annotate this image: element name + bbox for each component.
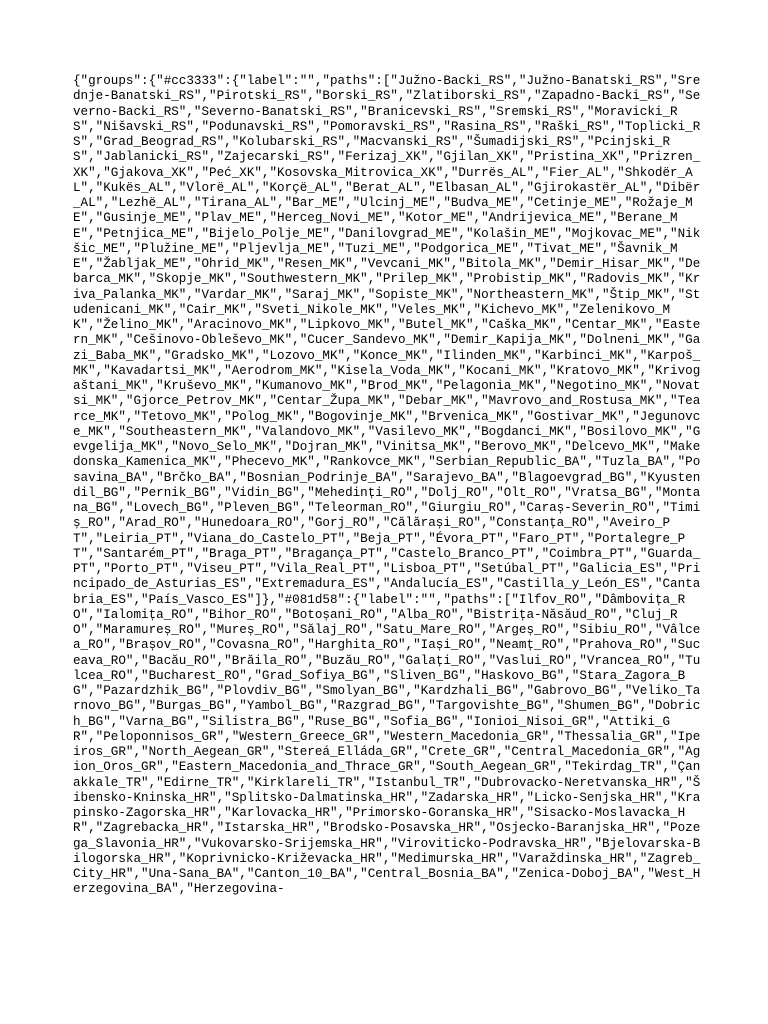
json-text-block: {"groups":{"#cc3333":{"label":"","paths":["Južno-Backi_RS","Južno-Banatski_RS","Srednje-Banatski_RS","Pirotski_RS","Borski_RS","Zlatiborski_RS","Zapadno-Backi_RS","Severno-Backi_RS","Severno-Banatski_RS","Branicevski_RS","Sremski_RS","Moravicki_RS","Nišavski_RS","Podunavski_RS","Pomoravski_RS","Rasina_RS","Raški_RS","Toplicki_RS","Grad_Beograd_RS","Kolubarski_RS","Macvanski_RS","Šumadijski_RS","Pcinjski_RS","Jablanicki_RS","Zajecarski_RS","Ferizaj_XK","Gjilan_XK","Pristina_XK","Prizren_XK","Gjakova_XK","Peć_XK","Kosovska_Mitrovica_XK","Durrës_AL","Fier_AL","Shkodër_AL","Kukës_AL","Vlorë_AL","Korçë_AL","Berat_AL","Elbasan_AL","Gjirokastër_AL","Dibër_AL","Lezhë_AL","Tirana_AL","Bar_ME","Ulcinj_ME","Budva_ME","Cetinje_ME","Rožaje_ME","Gusinje_ME","Plav_ME","Herceg_Novi_ME","Kotor_ME","Andrijevica_ME","Berane_ME","Petnjica_ME","Bijelo_Polje_ME","Danilovgrad_ME","Kolašin_ME","Mojkovac_ME","Nikšic_ME","Plužine_ME","Pljevlja_ME","Tuzi_ME","Podgorica_ME","Tivat_ME","Šavnik_ME","Žabljak_ME","Ohrid_MK","Resen_MK","Vevcani_MK","Bitola_MK","Demir_Hisar_MK","Debarca_MK","Skopje_MK","Southwestern_MK","Prilep_MK","Probistip_MK","Radovis_MK","Kriva_Palanka_MK","Vardar_MK","Saraj_MK","Sopiste_MK","Northeastern_MK","Štip_MK","Studenicani_MK","Cair_MK","Sveti_Nikole_MK","Veles_MK","Kichevo_MK","Zelenikovo_MK","Želino_MK","Aracinovo_MK","Lipkovo_MK","Butel_MK","Caška_MK","Centar_MK","Eastern_MK","Cešinovo-Obleševo_MK","Cucer_Sandevo_MK","Demir_Kapija_MK","Dolneni_MK","Gazi_Baba_MK","Gradsko_MK","Lozovo_MK","Konce_MK","Ilinden_MK","Karbinci_MK","Karpoš_MK","Kavadartsi_MK","Aerodrom_MK","Kisela_Voda_MK","Kocani_MK","Kratovo_MK","Krivogaštani_MK","Kruševo_MK","Kumanovo_MK","Brod_MK","Pelagonia_MK","Negotino_MK","Novatsi_MK","Gjorce_Petrov_MK","Centar_Župa_MK","Debar_MK","Mavrovo_and_Rostusa_MK","Tearce_MK","Tetovo_MK","Polog_MK","Bogovinje_MK","Brvenica_MK","Gostivar_MK","Jegunovce_MK","Southeastern_MK","Valandovo_MK","Vasilevo_MK","Bogdanci_MK","Bosilovo_MK","Gevgelija_MK","Novo_Selo_MK","Dojran_MK","Vinitsa_MK","Berovo_MK","Delcevo_MK","Makedonska_Kamenica_MK","Phecevo_MK","Rankovce_MK","Serbian_Republic_BA","Tuzla_BA","Posavina_BA","Brčko_BA","Bosnian_Podrinje_BA","Sarajevo_BA","Blagoevgrad_BG","Kyustendil_BG","Pernik_BG","Vidin_BG","Mehedinți_RO","Dolj_RO","Olt_RO","Vratsa_BG","Montana_BG","Lovech_BG","Pleven_BG","Teleorman_RO","Giurgiu_RO","Caraș-Severin_RO","Timiș_RO","Arad_RO","Hunedoara_RO","Gorj_RO","Călărași_RO","Constanța_RO","Aveiro_PT","Leiria_PT","Viana_do_Castelo_PT","Beja_PT","Évora_PT","Faro_PT","Portalegre_PT","Santarém_PT","Braga_PT","Bragança_PT","Castelo_Branco_PT","Coimbra_PT","Guarda_PT","Porto_PT","Viseu_PT","Vila_Real_PT","Lisboa_PT","Setúbal_PT","Galicia_ES","Principado_de_Asturias_ES","Extremadura_ES","Andalucía_ES","Castilla_y_León_ES","Cantabria_ES","País_Vasco_ES"]},"#081d58":{"label":"","paths":["Ilfov_RO","Dâmbovița_RO","Ialomița_RO","Bihor_RO","Botoșani_RO","Alba_RO","Bistrița-Năsăud_RO","Cluj_RO","Maramureș_RO","Mureș_RO","Sălaj_RO","Satu_Mare_RO","Argeș_RO","Sibiu_RO","Vâlcea_RO","Brașov_RO","Covasna_RO","Harghita_RO","Iași_RO","Neamț_RO","Prahova_RO","Suceava_RO","Bacău_RO","Brăila_RO","Buzău_RO","Galați_RO","Vaslui_RO","Vrancea_RO","Tulcea_RO","Bucharest_RO","Grad_Sofiya_BG","Sliven_BG","Haskovo_BG","Stara_Zagora_BG","Pazardzhik_BG","Plovdiv_BG","Smolyan_BG","Kardzhali_BG","Gabrovo_BG","Veliko_Tarnovo_BG","Burgas_BG","Yambol_BG","Razgrad_BG","Targovishte_BG","Shumen_BG","Dobrich_BG","Varna_BG","Silistra_BG","Ruse_BG","Sofia_BG","Ionioi_Nisoi_GR","Attiki_GR","Peloponnisos_GR","Western_Greece_GR","Western_Macedonia_GR","Thessalia_GR","Ipeiros_GR","North_Aegean_GR","Stereá_Elláda_GR","Crete_GR","Central_Macedonia_GR","Agion_Oros_GR","Eastern_Macedonia_and_Thrace_GR","South_Aegean_GR","Tekirdag_TR","Çanakkale_TR","Edirne_TR","Kirklareli_TR","Istanbul_TR","Dubrovacko-Neretvanska_HR","Šibensko-Kninska_HR","Splitsko-Dalmatinska_HR","Zadarska_HR","Licko-Senjska_HR","Krapinsko-Zagorska_HR","Karlovacka_HR","Primorsko-Goranska_HR","Sisacko-Moslavacka_HR","Zagrebacka_HR","Istarska_HR","Brodsko-Posavska_HR","Osjecko-Baranjska_HR","Pozega_Slavonia_HR","Vukovarsko-Srijemska_HR","Viroviticko-Podravska_HR","Bjelovarska-Bilogorska_HR","Koprivnicko-Križevacka_HR","Medimurska_HR","Varaždinska_HR","Zagreb_City_HR","Una-Sana_BA","Canton_10_BA","Central_Bosnia_BA","Zenica-Doboj_BA","West_Herzegovina_BA","Herzegovina- (73, 74, 701, 897)
